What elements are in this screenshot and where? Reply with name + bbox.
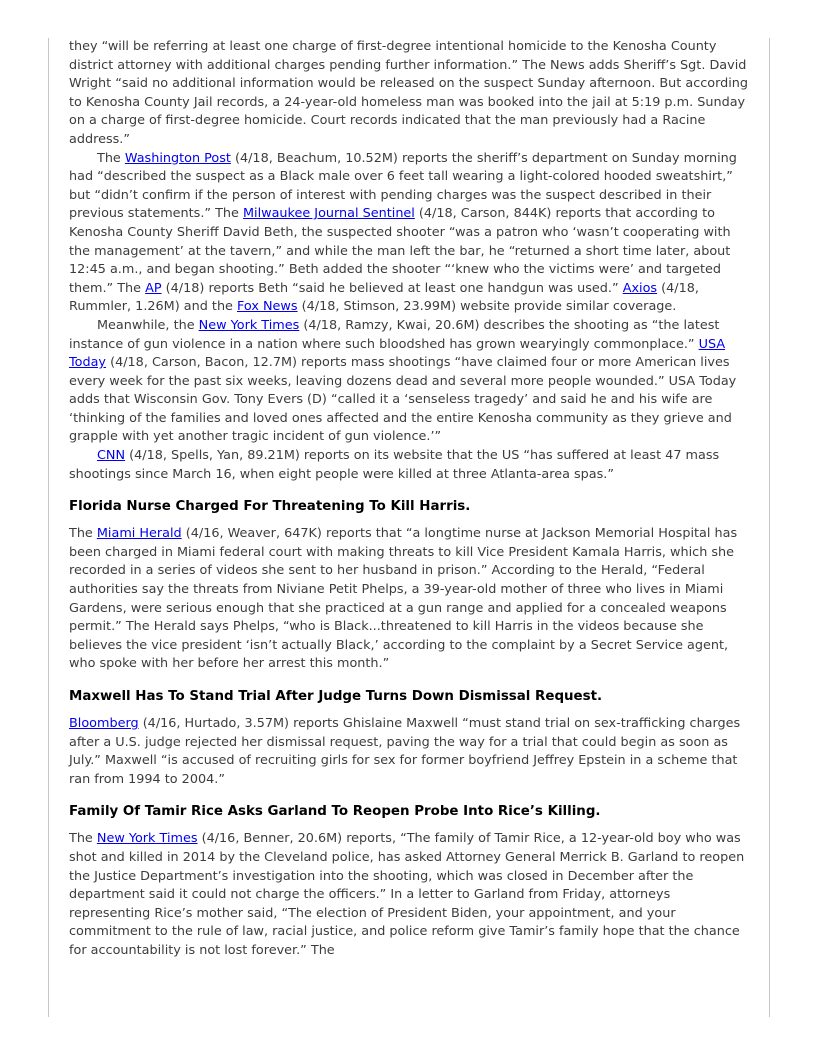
text-run: The <box>69 526 97 542</box>
paragraph <box>69 38 749 150</box>
story-headline: Family Of Tamir Rice Asks Garland To Reopen Probe Into Rice’s Killing. <box>69 804 601 820</box>
source-link[interactable]: CNN <box>97 448 126 464</box>
text-run: (4/18) reports Beth “said he believed at least one handgun was used.” <box>161 280 623 296</box>
document-content <box>69 38 749 961</box>
text-run: (4/16, Benner, 20.6M) reports, “The family of Tamir Rice, a 12-year-old boy who was shot and killed in 2014 by the Cleveland police, has asked Attorney General Merrick B. Garland to reopen the Justice Department’s investigation into the shooting, which was closed in December after the department said it could not charge the officers.” In a letter to Garland from Friday, attorneys representing Rice’s mother said, “The election of President Biden, your appointment, and your commitment to the rule of law, racial justice, and police reform give Tamir’s family hope that the chance for accountability is not lost forever.” The <box>69 831 745 958</box>
text-run: (4/18, Beachum, 10.52M) reports the sheriff’s department on Sunday morning had “described the suspect as a Black male over 6 feet tall wearing a light-colored hooded sweatshirt,” but “didn’t confirm if the person of interest with pending charges was the suspect described in their previous statements.” The <box>69 150 737 222</box>
source-link[interactable]: Fox News <box>237 299 298 315</box>
text-run: they “will be referring at least one charge of first-degree intentional homicide to the Kenosha County district attorney with additional charges pending further information.” The News adds Sheriff’s Sgt. David Wright “said no additional information would be released on the suspect Sunday afternoon. But according to Kenosha County Jail records, a 24-year-old homeless man was booked into the jail at 5:19 p.m. Sunday on a charge of first-degree homicide. Court records indicated that the man previously had a Racine address.” <box>69 39 749 147</box>
paragraph <box>69 525 749 674</box>
document-page <box>48 38 770 1017</box>
text-run: The <box>69 831 97 847</box>
source-link[interactable]: New York Times <box>198 317 300 333</box>
source-link[interactable]: Milwaukee Journal Sentinel <box>242 206 415 222</box>
source-link[interactable]: New York Times <box>96 831 198 847</box>
text-run: (4/18, Carson, Bacon, 12.7M) reports mass shootings “have claimed four or more American lives every week for the past six weeks, leaving dozens dead and several more people wounded.” USA Today adds that Wisconsin Gov. Tony Evers (D) “called it a ‘senseless tragedy’ and said he and his wife are ‘thinking of the families and loved ones affected and the entire Kenosha community as they grieve and grapple with yet another tragic incident of gun violence.’” <box>69 355 737 445</box>
text-run: The <box>97 150 125 166</box>
paragraph <box>69 447 749 484</box>
source-link[interactable]: Washington Post <box>124 150 231 166</box>
story-headline: Maxwell Has To Stand Trial After Judge Turns Down Dismissal Request. <box>69 689 603 704</box>
text-run: (4/18, Stimson, 23.99M) website provide similar coverage. <box>297 299 677 315</box>
source-link[interactable]: USA Today <box>69 336 726 371</box>
paragraph <box>69 715 749 789</box>
paragraph <box>69 830 749 960</box>
text-run: (4/16, Weaver, 647K) reports that “a longtime nurse at Jackson Memorial Hospital has been charged in Miami federal court with making threats to kill Vice President Kamala Harris, which she recorded in a series of videos she sent to her husband in prison.” According to the Herald, “Federal authorities say the threats from Niviane Petit Phelps, a 39-year-old mother of three who lives in Miami Gardens, were serious enough that she practiced at a gun range and applied for a concealed weapons permit.” The Herald says Phelps, “who is Black...threatened to kill Harris in the videos because she believes the vice president ‘isn’t actually Black,’ according to the complaint by a Secret Service agent, who spoke with her before her arrest this month.” <box>69 526 738 672</box>
source-link[interactable]: Bloomberg <box>69 716 139 731</box>
paragraph <box>69 150 749 317</box>
text-run: (4/18, Ramzy, Kwai, 20.6M) describes the shooting as “the latest instance of gun violence in a nation where such bloodshed has grown wearyingly commonplace.” <box>69 317 720 352</box>
source-link[interactable]: Axios <box>622 280 658 296</box>
text-run: (4/18, Rummler, 1.26M) and the <box>69 280 699 315</box>
text-run: (4/18, Spells, Yan, 89.21M) reports on its website that the US “has suffered at least 47 mass shootings since March 16, when eight people were killed at three Atlanta-area spas.” <box>69 448 720 482</box>
source-link[interactable]: AP <box>145 280 162 296</box>
text-run: Meanwhile, the <box>97 317 199 333</box>
text-run: (4/16, Hurtado, 3.57M) reports Ghislaine Maxwell “must stand trial on sex-trafficking charges after a U.S. judge rejected her dismissal request, paving the way for a trial that could begin as soon as July.” Maxwell “is accused of recruiting girls for sex for former boyfriend Jeffrey Epstein in a scheme that ran from 1994 to 2004.” <box>69 716 741 787</box>
text-run: (4/18, Carson, 844K) reports that according to Kenosha County Sheriff David Beth, the suspected shooter “was a patron who ‘wasn’t cooperating with the management’ at the tavern,” and while the man left the bar, he “returned a short time later, about 12:45 a.m., and began shooting.” Beth added the shooter “‘knew who the victims were’ and targeted them.” The <box>69 206 731 296</box>
paragraph <box>69 317 749 447</box>
source-link[interactable]: Miami Herald <box>96 526 182 542</box>
story-headline: Florida Nurse Charged For Threatening To Kill Harris. <box>69 499 471 515</box>
